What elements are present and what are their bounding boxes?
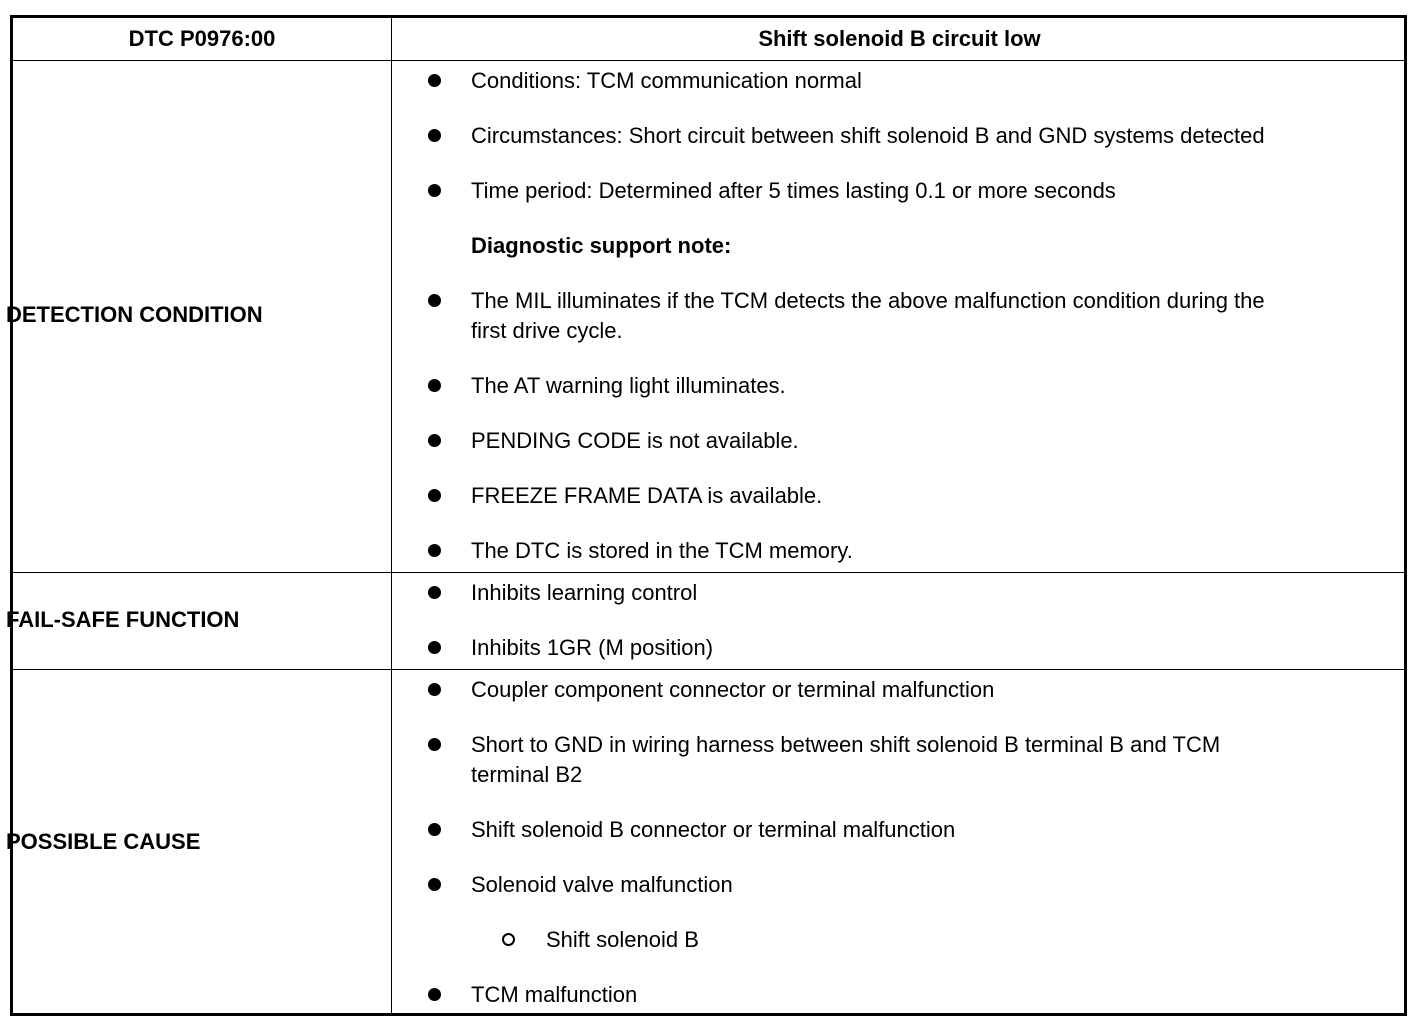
- detection-condition-label: DETECTION CONDITION: [6, 302, 263, 327]
- possible-cause-label: POSSIBLE CAUSE: [6, 829, 201, 854]
- dtc-table: [10, 15, 1407, 1016]
- bullet-icon: [428, 294, 441, 307]
- dtc-title-header: Shift solenoid B circuit low: [758, 26, 1041, 51]
- bullet-icon: [428, 683, 441, 696]
- circle-bullet-icon: [502, 933, 515, 946]
- bullet-icon: [428, 878, 441, 891]
- dtc-code-header: DTC P0976:00: [128, 26, 276, 51]
- bullet-icon: [428, 379, 441, 392]
- detection-time-period-item: Time period: Determined after 5 times lasting 0.1 or more seconds: [471, 178, 1116, 203]
- bullet-icon: [428, 434, 441, 447]
- row-divider-failsafe: [13, 669, 1404, 670]
- bullet-icon: [428, 184, 441, 197]
- header-divider: [13, 60, 1404, 61]
- bullet-icon: [428, 738, 441, 751]
- cause-short-item: Short to GND in wiring harness between shift solenoid B terminal B and TCM: [471, 732, 1221, 757]
- cause-tcm-item: TCM malfunction: [471, 982, 638, 1007]
- bullet-icon: [428, 74, 441, 87]
- bullet-icon: [428, 823, 441, 836]
- failsafe-learning-item: Inhibits learning control: [471, 580, 698, 605]
- detection-mil-item-continued: first drive cycle.: [471, 318, 623, 343]
- failsafe-gear-item: Inhibits 1GR (M position): [471, 635, 714, 660]
- cause-short-item-continued: terminal B2: [471, 762, 583, 787]
- row-divider-detection: [13, 572, 1404, 573]
- bullet-icon: [428, 641, 441, 654]
- bullet-icon: [428, 988, 441, 1001]
- bullet-icon: [428, 544, 441, 557]
- detection-at-light-item: The AT warning light illuminates.: [471, 373, 786, 398]
- cause-valve-subitem: Shift solenoid B: [546, 927, 699, 952]
- detection-conditions-item: Conditions: TCM communication normal: [471, 68, 862, 93]
- cause-coupler-item: Coupler component connector or terminal malfunction: [471, 677, 995, 702]
- column-divider: [391, 18, 392, 1013]
- fail-safe-function-label: FAIL-SAFE FUNCTION: [6, 607, 240, 632]
- cause-connector-item: Shift solenoid B connector or terminal malfunction: [471, 817, 956, 842]
- detection-circumstances-item: Circumstances: Short circuit between shift solenoid B and GND systems detected: [471, 123, 1265, 148]
- cause-valve-item: Solenoid valve malfunction: [471, 872, 733, 897]
- detection-pending-item: PENDING CODE is not available.: [471, 428, 799, 453]
- detection-stored-item: The DTC is stored in the TCM memory.: [471, 538, 853, 563]
- bullet-icon: [428, 489, 441, 502]
- detection-freeze-item: FREEZE FRAME DATA is available.: [471, 483, 823, 508]
- bullet-icon: [428, 129, 441, 142]
- bullet-icon: [428, 586, 441, 599]
- diagnostic-support-note-heading: Diagnostic support note:: [471, 233, 732, 258]
- detection-mil-item: The MIL illuminates if the TCM detects the above malfunction condition during the: [471, 288, 1265, 313]
